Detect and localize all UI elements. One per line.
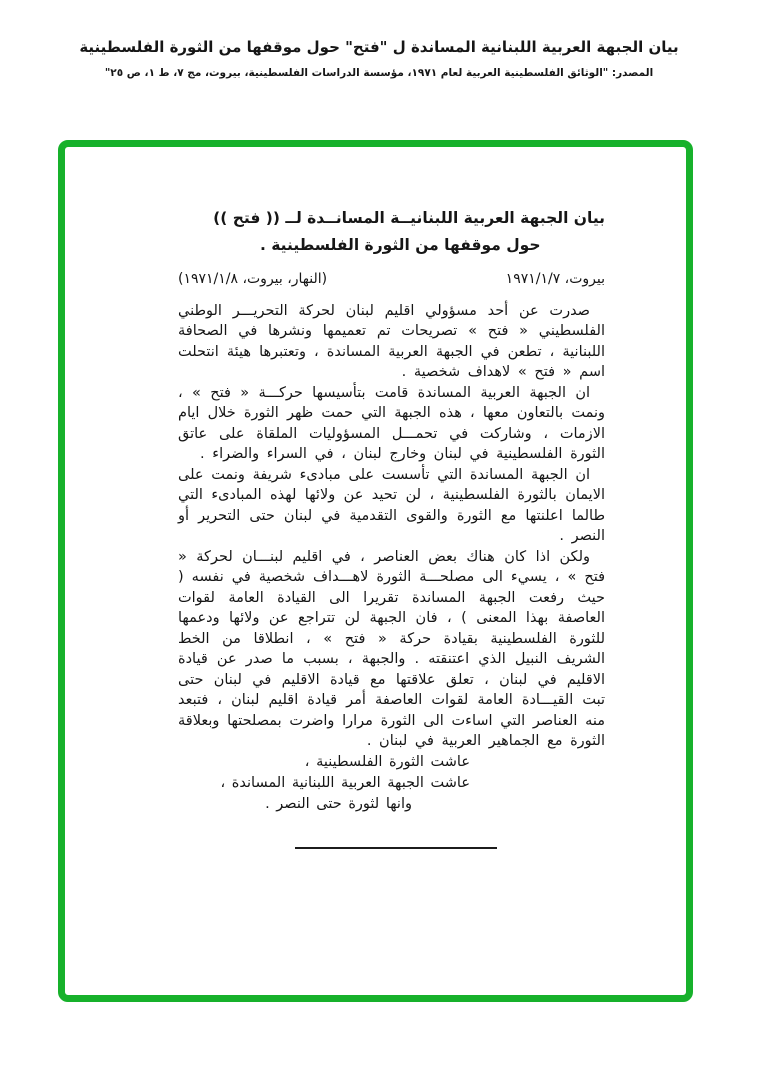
dateline-place-date: بيروت، ١٩٧١/١/٧ bbox=[505, 271, 605, 287]
page-title: بيان الجبهة العربية اللبنانية المساندة ل "فتح" حول موقفها من الثورة الفلسطينية bbox=[79, 38, 679, 56]
document-body bbox=[178, 301, 605, 752]
document-title-line1: بيان الجبهة العربية اللبنانيــة المسانــدة لــ (( فتح )) bbox=[213, 209, 605, 227]
closing-rule-divider bbox=[295, 847, 497, 849]
slogan-line: عاشت الثورة الفلسطينية ، bbox=[304, 753, 470, 770]
slogan-line: وانها لثورة حتى النصر . bbox=[265, 795, 412, 812]
scanned-document bbox=[65, 147, 686, 849]
source-citation: المصدر: "الوثائق الفلسطينية العربية لعام ١٩٧١، مؤسسة الدراسات الفلسطينية، بيروت، مج ٧، ط ١، ص ٢٥" bbox=[104, 67, 654, 79]
closing-slogans bbox=[178, 752, 605, 815]
paragraph: صدرت عن أحد مسؤولي اقليم لبنان لحركة التحريـــر الوطني الفلسطيني « فتح » تصريحات تم تعميمها ونشرها في الصحافة اللبنانية ، تطعن في الجبهة العربية المساندة ، وتعتبرها هيئة انتحلت اسم « فتح » لاهداف شخصية . bbox=[178, 302, 605, 380]
page-header bbox=[0, 0, 758, 79]
paragraph: ان الجبهة العربية المساندة قامت بتأسيسها حركـــة « فتح » ، ونمت بالتعاون معها ، هذه الجبهة التي حمت ظهر الثورة خلال ايام الازمات ، وشاركت في تحمـــل المسؤوليات الملقاة على عاتق الثورة الفلسطينية في لبنان وخارج لبنان ، في السراء والضراء . bbox=[178, 384, 605, 462]
dateline-newspaper-ref: (النهار، بيروت، ١٩٧١/١/٨) bbox=[178, 271, 328, 287]
document-title-line2: حول موقفها من الثورة الفلسطينية . bbox=[260, 236, 541, 254]
document-frame bbox=[58, 140, 693, 1002]
slogan-line: عاشت الجبهة العربية اللبنانية المساندة ، bbox=[220, 774, 470, 791]
paragraph: ولكن اذا كان هناك بعض العناصر ، في اقليم لبنـــان لحركة « فتح » ، يسيء الى مصلحـــة الثورة لاهـــداف شخصية في نفسه ( حيث رفعت الجبهة المساندة تقريرا الى القيادة العامة لقوات العاصفة بهذا المعنى ) ، فان الجبهة لن تتراجع عن ولائها ودعمها للثورة الفلسطينية بقيادة حركة « فتح » ، انطلاقا من الخط الشريف النبيل الذي اعتنقته . والجبهة ، بسبب ما صدر عن قيادة الاقليم في لبنان ، تعلق علاقتها مع قيادة الاقليم في لبنان حتى تبت القيـــادة العامة لقوات العاصفة أمر قيادة اقليم لبنان ، فتبعد منه العناصر التي اساءت الى الثورة مرارا واضرت بمصلحتها وبعلاقة الثورة مع الجماهير العربية في لبنان . bbox=[178, 548, 605, 749]
paragraph: ان الجبهة المساندة التي تأسست على مبادىء شريفة ونمت على الايمان بالثورة الفلسطينية ، لن تحيد عن ولائها لهذه المبادىء التي طالما اعلنتها مع الثورة والقوى التقدمية في لبنان حتى التحرير أو النصر . bbox=[178, 466, 605, 544]
dateline bbox=[178, 269, 605, 290]
document-title bbox=[178, 205, 605, 259]
